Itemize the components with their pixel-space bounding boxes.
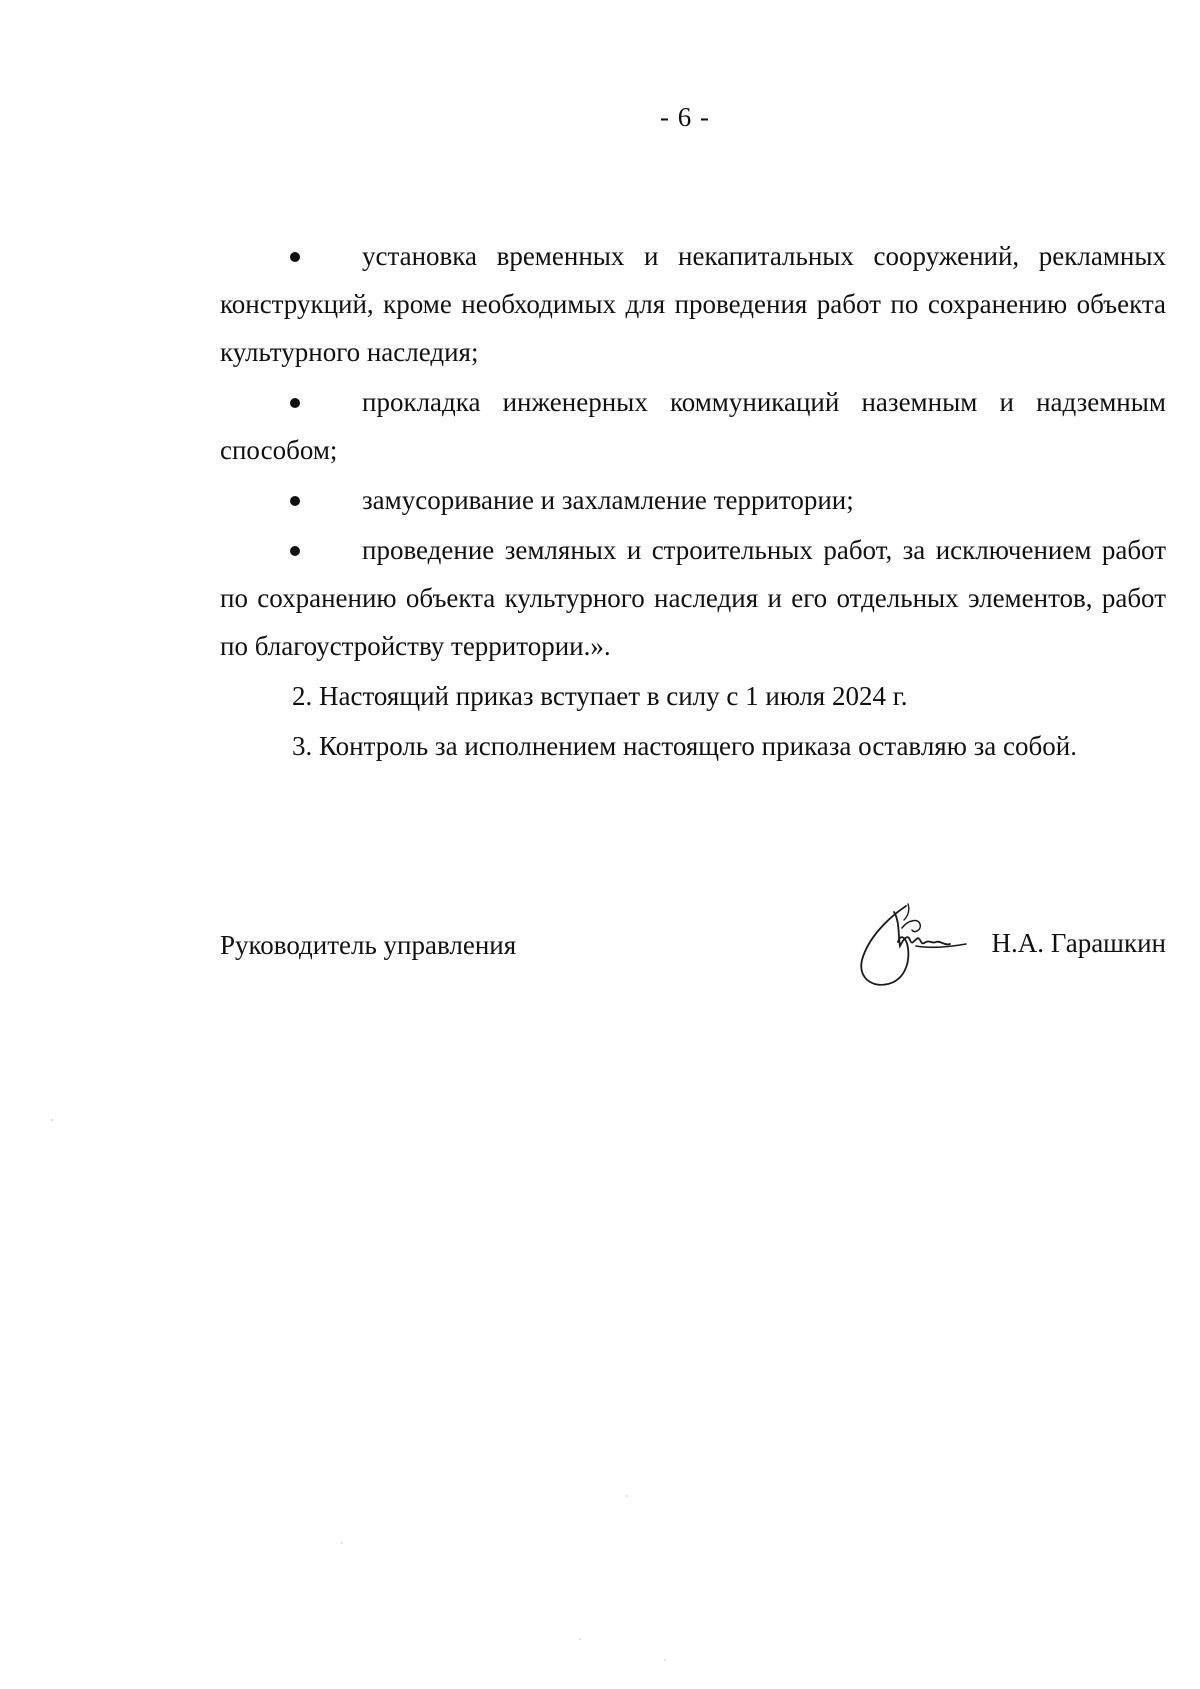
list-item: [220, 476, 1166, 524]
page-number: - 6 -: [660, 102, 710, 132]
clause-effective-date: 2. Настоящий приказ вступает в силу с 1 июля 2024 г.: [292, 681, 908, 711]
bullet-icon: [290, 496, 300, 506]
list-item-text: прокладка инженерных коммуникаций наземным и надземным способом;: [220, 387, 1166, 465]
bullet-icon: [290, 398, 300, 408]
list-item-text: проведение земляных и строительных работ, за исключением работ по сохранению объекта культурного наследия и его отдельных элементов, работ по благоустройству территории.».: [220, 535, 1166, 661]
list-item: [220, 526, 1166, 670]
bullet-icon: [290, 546, 300, 556]
handwritten-signature-icon: [848, 900, 978, 1000]
list-item-text: установка временных и некапитальных сооружений, рекламных конструкций, кроме необходимых для проведения работ по сохранению объекта культурного наследия;: [220, 241, 1166, 367]
document-body: [220, 232, 1166, 770]
signer-name: Н.А. Гарашкин: [991, 928, 1166, 958]
list-item: [220, 232, 1166, 376]
list-item: [220, 378, 1166, 474]
clause-control: 3. Контроль за исполнением настоящего приказа оставляю за собой.: [292, 731, 1077, 761]
bullet-icon: [290, 252, 300, 262]
signature-block: [220, 920, 1166, 1030]
list-item-text: замусоривание и захламление территории;: [362, 485, 854, 515]
signer-position: Руководитель управления: [220, 930, 517, 960]
